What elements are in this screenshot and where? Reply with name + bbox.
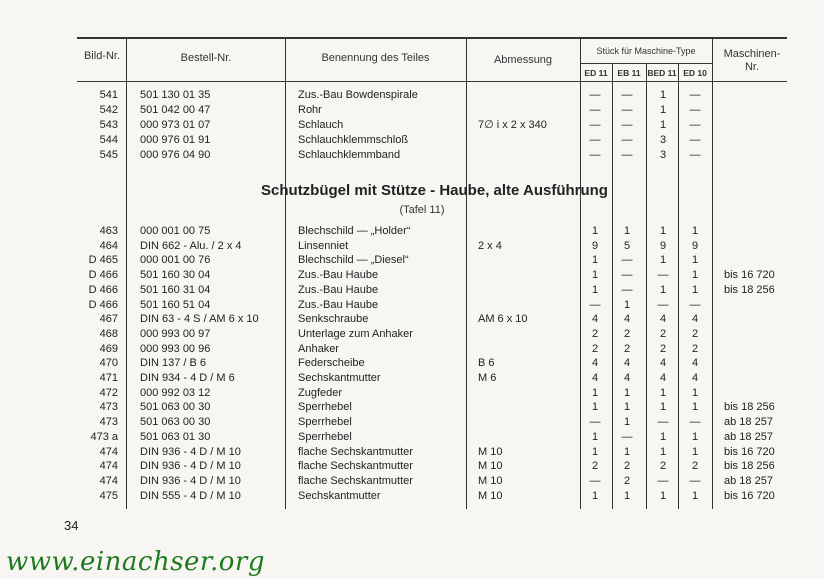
quantity-cell: 2 bbox=[691, 460, 699, 473]
bild-nr-cell: 474 bbox=[99, 474, 118, 487]
bestell-nr-cell: 501 160 51 04 bbox=[140, 298, 211, 311]
quantity-cell: 1 bbox=[659, 489, 667, 502]
quantity-cell: 1 bbox=[659, 89, 667, 101]
quantity-cell: 1 bbox=[691, 254, 699, 267]
bestell-nr-cell: DIN 63 - 4 S / AM 6 x 10 bbox=[140, 313, 259, 326]
maschinen-nr-cell: bis 18 256 bbox=[724, 401, 775, 414]
bild-nr-cell: 472 bbox=[99, 386, 118, 399]
quantity-cell: 1 bbox=[591, 489, 599, 502]
quantity-cell: 2 bbox=[591, 342, 599, 355]
quantity-cell: 1 bbox=[691, 401, 699, 414]
bestell-nr-cell: 000 992 03 12 bbox=[140, 386, 211, 399]
quantity-cell: 1 bbox=[691, 269, 699, 282]
quantity-cell: 4 bbox=[591, 372, 599, 384]
bestell-nr-cell: 000 973 01 07 bbox=[140, 119, 211, 131]
quantity-cell: 1 bbox=[623, 298, 631, 311]
abmessung-cell: M 10 bbox=[478, 474, 503, 487]
quantity-cell: — bbox=[621, 283, 633, 296]
header-stueck: Stück für Maschine-Type bbox=[596, 46, 696, 56]
quantity-cell: 1 bbox=[659, 104, 667, 116]
page-number: 34 bbox=[64, 518, 79, 533]
quantity-cell: 9 bbox=[591, 239, 599, 252]
header-top-rule bbox=[77, 37, 787, 39]
table-row bbox=[0, 224, 824, 238]
quantity-cell: 1 bbox=[591, 225, 599, 237]
table-row bbox=[0, 371, 824, 385]
benennung-cell: Unterlage zum Anhaker bbox=[298, 327, 413, 340]
benennung-cell: flache Sechskantmutter bbox=[298, 445, 413, 458]
quantity-cell: 1 bbox=[659, 254, 667, 267]
quantity-cell: 1 bbox=[691, 445, 699, 458]
quantity-cell: 1 bbox=[591, 386, 599, 399]
bild-nr-cell: 469 bbox=[99, 342, 118, 355]
quantity-cell: — bbox=[657, 298, 669, 311]
quantity-cell: 4 bbox=[591, 313, 599, 326]
quantity-cell: 4 bbox=[659, 357, 667, 370]
benennung-cell: flache Sechskantmutter bbox=[298, 460, 413, 473]
section-subtitle: (Tafel 11) bbox=[399, 204, 445, 216]
quantity-cell: — bbox=[589, 89, 601, 101]
bestell-nr-cell: 000 993 00 97 bbox=[140, 327, 211, 340]
quantity-cell: — bbox=[589, 474, 601, 487]
quantity-cell: 1 bbox=[691, 283, 699, 296]
quantity-cell: — bbox=[589, 416, 601, 429]
maschinen-nr-cell: bis 16 720 bbox=[724, 489, 775, 502]
quantity-cell: 1 bbox=[591, 401, 599, 414]
benennung-cell: flache Sechskantmutter bbox=[298, 474, 413, 487]
quantity-cell: 1 bbox=[659, 225, 667, 237]
benennung-cell: Schlauch bbox=[298, 119, 344, 131]
quantity-cell: 1 bbox=[623, 416, 631, 429]
bild-nr-cell: D 466 bbox=[88, 298, 118, 311]
maschinen-nr-cell: bis 16 720 bbox=[724, 445, 775, 458]
abmessung-cell: M 10 bbox=[478, 460, 503, 473]
quantity-cell: — bbox=[689, 149, 701, 161]
bild-nr-cell: 542 bbox=[99, 104, 118, 116]
quantity-cell: — bbox=[589, 119, 601, 131]
benennung-cell: Anhaker bbox=[298, 342, 339, 355]
header-abmessung: Abmessung bbox=[493, 54, 553, 66]
bild-nr-cell: 473 bbox=[99, 401, 118, 414]
bild-nr-cell: 474 bbox=[99, 460, 118, 473]
table-row bbox=[0, 459, 824, 473]
quantity-cell: — bbox=[621, 104, 633, 116]
table-row bbox=[0, 118, 824, 132]
quantity-cell: 3 bbox=[659, 149, 667, 161]
bestell-nr-cell: 501 063 00 30 bbox=[140, 401, 211, 414]
bestell-nr-cell: 501 130 01 35 bbox=[140, 89, 211, 101]
quantity-cell: — bbox=[621, 89, 633, 101]
quantity-cell: 4 bbox=[691, 372, 699, 384]
quantity-cell: — bbox=[621, 269, 633, 282]
header-type-ed10: ED 10 bbox=[683, 68, 707, 78]
maschinen-nr-cell: bis 18 256 bbox=[724, 283, 775, 296]
bestell-nr-cell: 501 063 01 30 bbox=[140, 430, 211, 443]
quantity-cell: 4 bbox=[591, 357, 599, 370]
quantity-cell: — bbox=[689, 119, 701, 131]
bild-nr-cell: 543 bbox=[99, 119, 118, 131]
bild-nr-cell: 471 bbox=[99, 372, 118, 384]
quantity-cell: 4 bbox=[623, 357, 631, 370]
header-type-ed11: ED 11 bbox=[584, 68, 608, 78]
quantity-cell: 1 bbox=[623, 401, 631, 414]
quantity-cell: — bbox=[689, 89, 701, 101]
benennung-cell: Sechskantmutter bbox=[298, 372, 381, 384]
bild-nr-cell: 468 bbox=[99, 327, 118, 340]
quantity-cell: 1 bbox=[591, 283, 599, 296]
quantity-cell: 1 bbox=[591, 269, 599, 282]
quantity-cell: — bbox=[589, 298, 601, 311]
quantity-cell: 1 bbox=[623, 386, 631, 399]
quantity-cell: — bbox=[621, 430, 633, 443]
table-row bbox=[0, 148, 824, 162]
benennung-cell: Blechschild — „Holder“ bbox=[298, 225, 411, 237]
quantity-cell: 4 bbox=[623, 313, 631, 326]
section-title: Schutzbügel mit Stütze - Haube, alte Ausführung bbox=[261, 182, 608, 199]
benennung-cell: Zugfeder bbox=[298, 386, 343, 399]
quantity-cell: — bbox=[689, 416, 701, 429]
bild-nr-cell: 474 bbox=[99, 445, 118, 458]
quantity-cell: 2 bbox=[659, 327, 667, 340]
quantity-cell: 2 bbox=[623, 342, 631, 355]
abmessung-cell: 2 x 4 bbox=[478, 239, 502, 252]
benennung-cell: Sperrhebel bbox=[298, 430, 352, 443]
watermark-url[interactable]: www.einachser.org bbox=[6, 547, 265, 577]
bild-nr-cell: 467 bbox=[99, 313, 118, 326]
quantity-cell: 1 bbox=[591, 445, 599, 458]
abmessung-cell: 7∅ i x 2 x 340 bbox=[478, 119, 547, 131]
benennung-cell: Zus.-Bau Bowdenspirale bbox=[298, 89, 418, 101]
table-row bbox=[0, 88, 824, 102]
quantity-cell: 2 bbox=[623, 460, 631, 473]
table-row bbox=[0, 356, 824, 370]
table-row bbox=[0, 268, 824, 282]
table-row bbox=[0, 253, 824, 267]
bild-nr-cell: 470 bbox=[99, 357, 118, 370]
quantity-cell: 4 bbox=[659, 372, 667, 384]
benennung-cell: Sechskantmutter bbox=[298, 489, 381, 502]
benennung-cell: Zus.-Bau Haube bbox=[298, 298, 379, 311]
quantity-cell: 5 bbox=[623, 239, 631, 252]
quantity-cell: 4 bbox=[691, 313, 699, 326]
bestell-nr-cell: DIN 555 - 4 D / M 10 bbox=[140, 489, 241, 502]
benennung-cell: Rohr bbox=[298, 104, 322, 116]
quantity-cell: 9 bbox=[659, 239, 667, 252]
bild-nr-cell: 544 bbox=[99, 134, 118, 146]
quantity-cell: 1 bbox=[691, 386, 699, 399]
bild-nr-cell: 541 bbox=[99, 89, 118, 101]
quantity-cell: 1 bbox=[591, 254, 599, 267]
quantity-cell: 1 bbox=[691, 489, 699, 502]
bild-nr-cell: 464 bbox=[99, 239, 118, 252]
table-row bbox=[0, 312, 824, 326]
quantity-cell: — bbox=[621, 119, 633, 131]
table-row bbox=[0, 489, 824, 503]
quantity-cell: — bbox=[621, 134, 633, 146]
bestell-nr-cell: DIN 936 - 4 D / M 10 bbox=[140, 474, 241, 487]
table-row bbox=[0, 298, 824, 312]
quantity-cell: 1 bbox=[659, 445, 667, 458]
quantity-cell: 2 bbox=[591, 460, 599, 473]
header-type-eb11: EB 11 bbox=[617, 68, 641, 78]
benennung-cell: Zus.-Bau Haube bbox=[298, 283, 379, 296]
quantity-cell: 2 bbox=[659, 342, 667, 355]
quantity-cell: — bbox=[689, 474, 701, 487]
quantity-cell: 1 bbox=[591, 430, 599, 443]
benennung-cell: Zus.-Bau Haube bbox=[298, 269, 379, 282]
table-row bbox=[0, 133, 824, 147]
quantity-cell: 4 bbox=[659, 313, 667, 326]
benennung-cell: Linsenniet bbox=[298, 239, 349, 252]
header-bestell-nr: Bestell-Nr. bbox=[180, 52, 232, 64]
bestell-nr-cell: 000 001 00 75 bbox=[140, 225, 211, 237]
quantity-cell: 3 bbox=[659, 134, 667, 146]
bild-nr-cell: D 466 bbox=[88, 283, 118, 296]
maschinen-nr-cell: ab 18 257 bbox=[724, 416, 773, 429]
bestell-nr-cell: 501 160 31 04 bbox=[140, 283, 211, 296]
table-row bbox=[0, 103, 824, 117]
quantity-cell: 4 bbox=[691, 357, 699, 370]
bestell-nr-cell: 501 063 00 30 bbox=[140, 416, 211, 429]
benennung-cell: Blechschild — „Diesel“ bbox=[298, 254, 409, 267]
quantity-cell: 1 bbox=[659, 386, 667, 399]
bestell-nr-cell: DIN 936 - 4 D / M 10 bbox=[140, 445, 241, 458]
benennung-cell: Sperrhebel bbox=[298, 401, 352, 414]
quantity-cell: — bbox=[657, 474, 669, 487]
abmessung-cell: M 10 bbox=[478, 445, 503, 458]
quantity-cell: 1 bbox=[691, 430, 699, 443]
bestell-nr-cell: 000 976 01 91 bbox=[140, 134, 211, 146]
bestell-nr-cell: 000 993 00 96 bbox=[140, 342, 211, 355]
benennung-cell: Federscheibe bbox=[298, 357, 365, 370]
quantity-cell: — bbox=[589, 149, 601, 161]
table-row bbox=[0, 415, 824, 429]
maschinen-nr-cell: bis 16 720 bbox=[724, 269, 775, 282]
benennung-cell: Sperrhebel bbox=[298, 416, 352, 429]
abmessung-cell: AM 6 x 10 bbox=[478, 313, 528, 326]
bestell-nr-cell: DIN 934 - 4 D / M 6 bbox=[140, 372, 235, 384]
quantity-cell: 2 bbox=[623, 327, 631, 340]
quantity-cell: — bbox=[621, 149, 633, 161]
quantity-cell: 1 bbox=[623, 225, 631, 237]
bestell-nr-cell: 000 001 00 76 bbox=[140, 254, 211, 267]
bestell-nr-cell: DIN 936 - 4 D / M 10 bbox=[140, 460, 241, 473]
bild-nr-cell: 463 bbox=[99, 225, 118, 237]
quantity-cell: — bbox=[589, 134, 601, 146]
bild-nr-cell: 473 a bbox=[90, 430, 118, 443]
header-type-bed11: BED 11 bbox=[647, 68, 677, 78]
abmessung-cell: M 6 bbox=[478, 372, 497, 384]
maschinen-nr-cell: ab 18 257 bbox=[724, 474, 773, 487]
table-row bbox=[0, 386, 824, 400]
quantity-cell: — bbox=[657, 269, 669, 282]
quantity-cell: 2 bbox=[591, 327, 599, 340]
quantity-cell: 9 bbox=[691, 239, 699, 252]
table-row bbox=[0, 342, 824, 356]
maschinen-nr-cell: bis 18 256 bbox=[724, 460, 775, 473]
abmessung-cell: M 10 bbox=[478, 489, 503, 502]
bestell-nr-cell: DIN 137 / B 6 bbox=[140, 357, 207, 370]
quantity-cell: 4 bbox=[623, 372, 631, 384]
quantity-cell: 1 bbox=[691, 225, 699, 237]
abmessung-cell: B 6 bbox=[478, 357, 495, 370]
quantity-cell: 2 bbox=[623, 474, 631, 487]
maschinen-nr-cell: ab 18 257 bbox=[724, 430, 773, 443]
quantity-cell: — bbox=[689, 134, 701, 146]
quantity-cell: — bbox=[589, 104, 601, 116]
header-maschinen-nr: Maschinen- Nr. bbox=[723, 48, 781, 73]
header-bild-nr: Bild-Nr. bbox=[83, 50, 121, 62]
bild-nr-cell: 545 bbox=[99, 149, 118, 161]
benennung-cell: Senkschraube bbox=[298, 313, 369, 326]
header-bottom-rule bbox=[77, 81, 787, 82]
bestell-nr-cell: 000 976 04 90 bbox=[140, 149, 211, 161]
bild-nr-cell: 475 bbox=[99, 489, 118, 502]
quantity-cell: — bbox=[657, 416, 669, 429]
quantity-cell: 1 bbox=[659, 401, 667, 414]
quantity-cell: — bbox=[689, 298, 701, 311]
quantity-cell: — bbox=[689, 104, 701, 116]
table-row bbox=[0, 239, 824, 253]
header-benennung: Benennung des Teiles bbox=[321, 52, 430, 64]
quantity-cell: 1 bbox=[659, 283, 667, 296]
quantity-cell: 2 bbox=[659, 460, 667, 473]
quantity-cell: — bbox=[621, 254, 633, 267]
benennung-cell: Schlauchklemmschloß bbox=[298, 134, 409, 146]
table-row bbox=[0, 327, 824, 341]
bild-nr-cell: D 466 bbox=[88, 269, 118, 282]
bestell-nr-cell: 501 160 30 04 bbox=[140, 269, 211, 282]
table-row bbox=[0, 283, 824, 297]
bild-nr-cell: D 465 bbox=[88, 254, 118, 267]
quantity-cell: 1 bbox=[659, 119, 667, 131]
quantity-cell: 1 bbox=[659, 430, 667, 443]
bestell-nr-cell: DIN 662 - Alu. / 2 x 4 bbox=[140, 239, 242, 252]
quantity-cell: 2 bbox=[691, 327, 699, 340]
quantity-cell: 1 bbox=[623, 489, 631, 502]
quantity-cell: 2 bbox=[691, 342, 699, 355]
table-row bbox=[0, 430, 824, 444]
table-row bbox=[0, 445, 824, 459]
quantity-cell: 1 bbox=[623, 445, 631, 458]
bild-nr-cell: 473 bbox=[99, 416, 118, 429]
benennung-cell: Schlauchklemmband bbox=[298, 149, 401, 161]
table-row bbox=[0, 400, 824, 414]
table-row bbox=[0, 474, 824, 488]
bestell-nr-cell: 501 042 00 47 bbox=[140, 104, 211, 116]
